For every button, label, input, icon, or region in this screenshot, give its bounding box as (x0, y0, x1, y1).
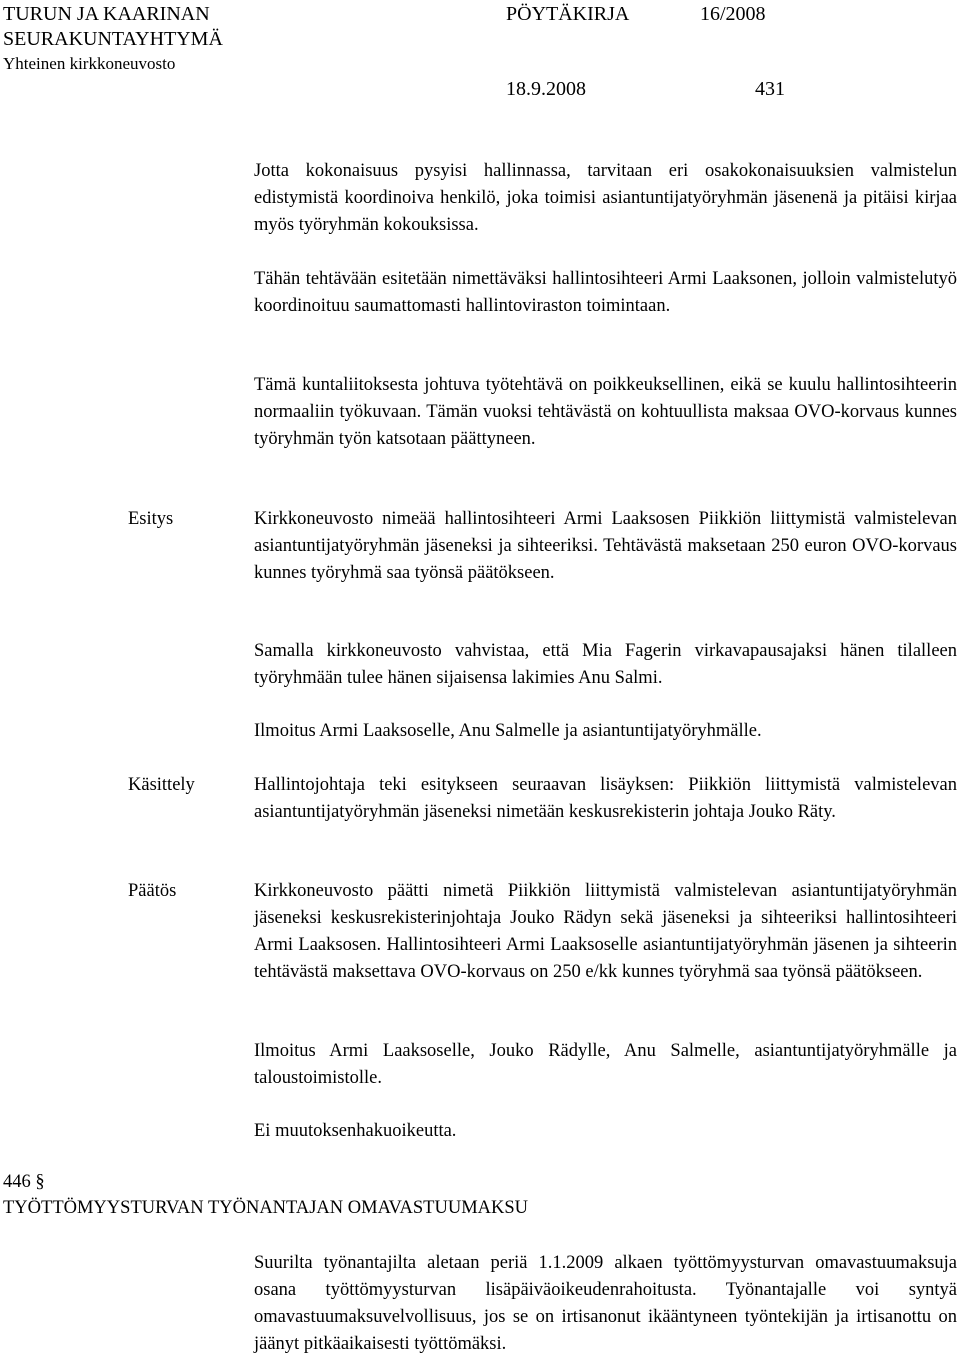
paragraph-paatos: Kirkkoneuvosto päätti nimetä Piikkiön liittymistä valmistelevan asiantuntijatyöryhmän jäseneksi keskusrekisterinjohtaja Jouko Rädyn sekä jäseneksi ja sihteeriksi hallintosihteeri Armi Laaksosen. Hallintosihteeri Armi Laaksoselle asiantuntijatyöryhmän jäsenen ja sihteerin tehtävästä maksettava OVO-korvaus on 250 e/kk kunnes työryhmä saa työnsä päätökseen. (254, 881, 957, 982)
org-name-line2: SEURAKUNTAYHTYMÄ (3, 28, 223, 50)
label-esitys: Esitys (128, 509, 174, 529)
paragraph-compensation: Tämä kuntaliitoksesta johtuva työtehtävä on poikkeuksellinen, eikä se kuulu hallintosihteerin normaaliin työkuvaan. Tämän vuoksi tehtävästä on kohtuullista maksaa OVO-korvaus kunnes työryhmän työn katsotaan päättyneen. (254, 375, 957, 449)
section-title: TYÖTTÖMYYSTURVAN TYÖNANTAJAN OMAVASTUUMAKSU (3, 1198, 529, 1218)
paragraph-paatos-notice: Ilmoitus Armi Laaksoselle, Jouko Rädylle, Anu Salmelle, asiantuntijatyöryhmälle ja taloustoimistolle. (254, 1041, 957, 1088)
meeting-date: 18.9.2008 (506, 78, 586, 100)
document-number: 16/2008 (700, 3, 766, 25)
paragraph-esitys-notice: Ilmoitus Armi Laaksoselle, Anu Salmelle ja asiantuntijatyöryhmälle. (254, 721, 762, 741)
label-paatos: Päätös (128, 881, 177, 901)
page-number: 431 (755, 78, 785, 100)
paragraph-proposal-person: Tähän tehtävään esitetään nimettäväksi hallintosihteeri Armi Laaksonen, jolloin valmistelutyö koordinoituu saumattomasti hallintoviraston toimintaan. (254, 269, 957, 316)
section-number: 446 § (3, 1172, 45, 1192)
paragraph-coordination: Jotta kokonaisuus pysyisi hallinnassa, tarvitaan eri osakokonaisuuksien valmistelun edistymistä koordinoiva henkilö, joka toimisi asiantuntijatyöryhmän jäsenenä ja pitäisi kirjaa myös työryhmän kokouksissa. (254, 161, 957, 235)
label-kasittely: Käsittely (128, 775, 195, 795)
paragraph-paatos-appeal: Ei muutoksenhakuoikeutta. (254, 1121, 457, 1141)
document-type: PÖYTÄKIRJA (506, 3, 630, 25)
paragraph-kasittely: Hallintojohtaja teki esitykseen seuraavan lisäyksen: Piikkiön liittymistä valmistelevan asiantuntijatyöryhmän jäseneksi nimetään keskusrekisterin johtaja Jouko Räty. (254, 775, 957, 822)
paragraph-esitys: Kirkkoneuvosto nimeää hallintosihteeri Armi Laaksosen Piikkiön liittymistä valmistelevan asiantuntijatyöryhmän jäseneksi ja sihteeriksi. Tehtävästä maksetaan 250 euron OVO-korvaus kunnes työryhmä saa työnsä päätökseen. (254, 509, 957, 583)
org-name-line1: TURUN JA KAARINAN (3, 3, 210, 25)
paragraph-section-446: Suurilta työnantajilta aletaan periä 1.1.2009 alkaen työttömyysturvan omavastuumaksuja osana työttömyysturvan lisäpäiväoikeudenrahoitusta. Työnantajalle voi syntyä omavastuumaksuvelvollisuus, jos se on irtisanonut ikääntyneen työntekijän ja irtisanottu on jäänyt pitkäaikaisesti työttömäksi. (254, 1253, 957, 1354)
org-name-line3: Yhteinen kirkkoneuvosto (3, 54, 176, 73)
paragraph-esitys-substitute: Samalla kirkkoneuvosto vahvistaa, että Mia Fagerin virkavapausajaksi hänen tilalleen työryhmään tulee hänen sijaisensa lakimies Anu Salmi. (254, 641, 957, 688)
